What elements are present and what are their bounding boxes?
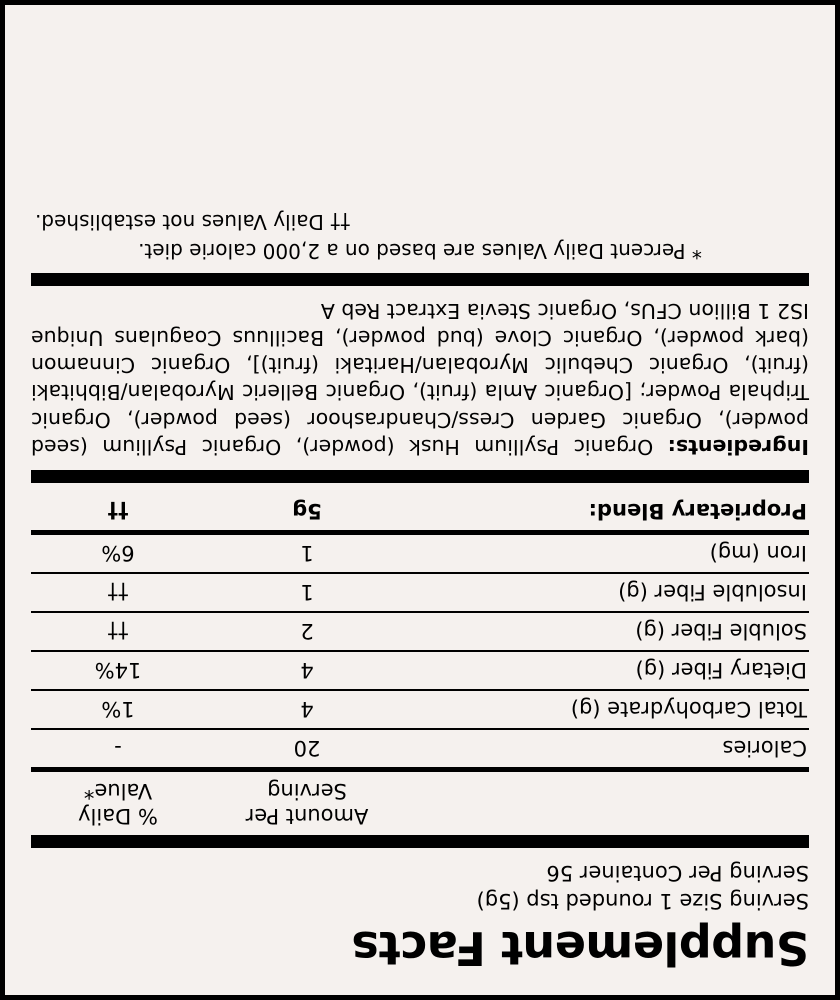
header-amount-line1: Amount Per <box>245 804 369 829</box>
divider-below-header <box>31 767 809 772</box>
nutrient-name: Dietary Fiber (g) <box>409 651 809 690</box>
header-amount-per-serving <box>205 772 409 835</box>
servings-per-container-text: Serving Per Container 56 <box>546 860 809 885</box>
blend-name: Proprietary Blend: <box>588 498 807 523</box>
table-row <box>31 690 809 729</box>
table-row-blend <box>31 493 809 530</box>
header-amount-line2: Serving <box>267 779 347 804</box>
nutrient-rows-table <box>31 535 809 767</box>
header-dv-line2: Value* <box>83 779 153 804</box>
nutrient-name: Total Carbohydrate (g) <box>409 690 809 729</box>
ingredients-paragraph <box>31 296 809 460</box>
divider-below-blend <box>31 470 809 483</box>
proprietary-blend-table <box>31 493 809 530</box>
nutrient-amount: 4 <box>205 651 409 690</box>
table-row <box>31 651 809 690</box>
nutrient-amount: 4 <box>205 690 409 729</box>
nutrition-table <box>31 772 809 835</box>
divider-above-blend <box>31 530 809 535</box>
nutrient-name: Iron (mg) <box>409 535 809 573</box>
footnotes <box>31 207 809 265</box>
nutrient-daily-value: - <box>114 735 122 760</box>
nutrient-amount: 1 <box>205 535 409 573</box>
table-row <box>31 612 809 651</box>
header-blank <box>409 772 809 835</box>
nutrient-daily-value: 6% <box>31 535 205 573</box>
nutrient-amount: 20 <box>293 735 321 760</box>
table-header-row <box>31 772 809 835</box>
header-dv-line1: % Daily <box>78 804 158 829</box>
nutrient-daily-value: †† <box>31 612 205 651</box>
nutrient-amount: 1 <box>205 573 409 612</box>
footnote-dv-not-established: †† Daily Values not established. <box>35 210 351 235</box>
table-row <box>31 573 809 612</box>
serving-size-text: Serving Size 1 rounded tsp (5g) <box>476 889 809 913</box>
nutrient-name: Insoluble Fiber (g) <box>409 573 809 612</box>
header-daily-value <box>31 772 205 835</box>
table-row <box>31 729 809 767</box>
blend-amount: 5g <box>292 498 322 523</box>
ingredients-label: Ingredients: <box>667 434 809 459</box>
footnote-daily-value-basis: * Percent Daily Values are based on a 2,000 calorie diet. <box>138 239 702 264</box>
ingredients-text: Organic Psyllium Husk (powder), Organic Psyllium (seed powder), Organic Garden Cress/Chandrashoor (seed powder), Organic Triphala Powder; [Organic Amla (fruit), Organic Belleric Myrobalan/Bibhitaki (fruit), Organic Chebulic Myrobalan/Haritaki (fruit)], Organic Cinnamon (bark powder), Organic Clove (bud powder), Bacilluus Coagulans Unique IS2 1 Billion CFUs, Organic Stevia Extract Reb A <box>31 298 809 459</box>
page-title: Supplement Facts <box>352 921 809 975</box>
blend-daily-value: †† <box>107 498 129 523</box>
nutrient-daily-value: †† <box>31 573 205 612</box>
table-row <box>31 535 809 573</box>
nutrient-daily-value: 1% <box>31 690 205 729</box>
nutrient-amount: 2 <box>205 612 409 651</box>
divider-thick-top <box>31 835 809 848</box>
divider-above-footnotes <box>31 273 809 286</box>
nutrient-daily-value: 14% <box>31 651 205 690</box>
nutrient-name: Calories <box>722 735 807 760</box>
nutrient-name: Soluble Fiber (g) <box>409 612 809 651</box>
